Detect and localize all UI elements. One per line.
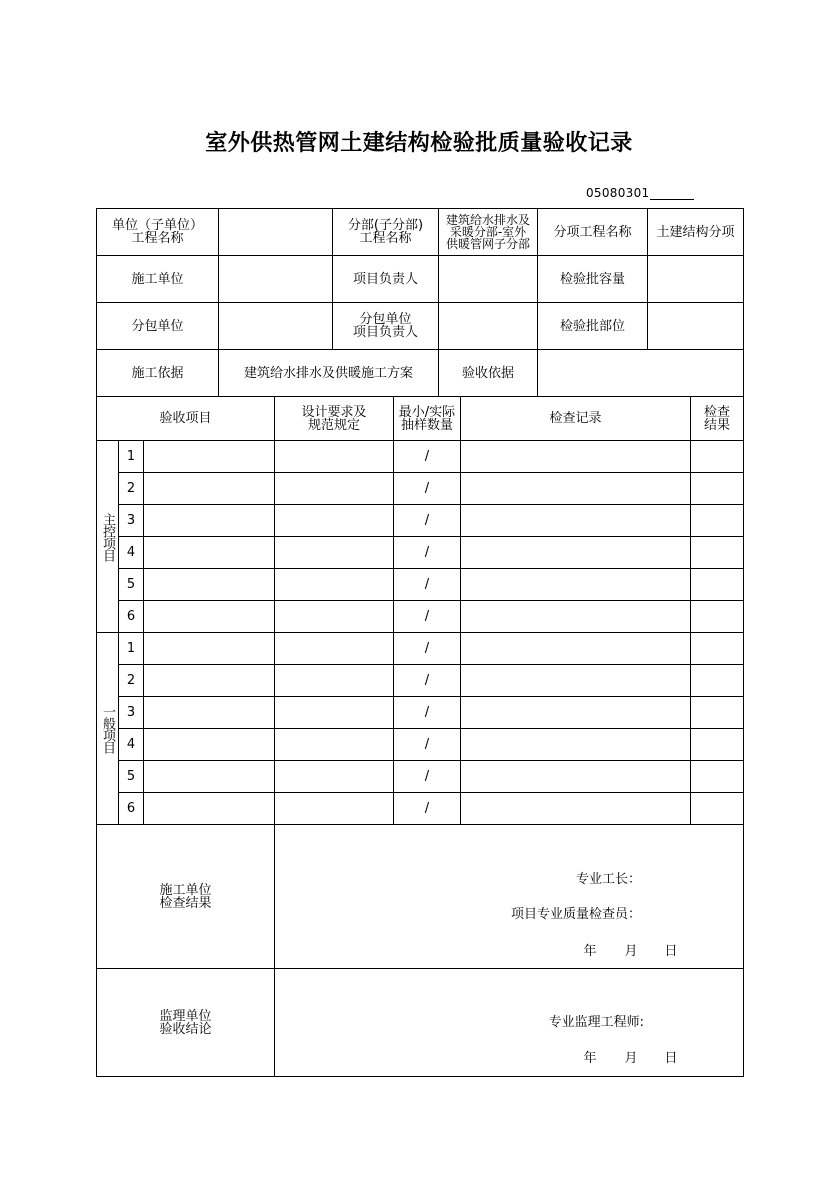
batch-capacity-label: 检验批容量 — [559, 271, 625, 287]
acceptance-basis-label: 验收依据 — [461, 365, 514, 381]
subcontractor-pm-value[interactable] — [439, 303, 537, 349]
row-number: 6 — [126, 801, 136, 816]
column-header-record: 检查记录 — [549, 411, 602, 426]
supervision-conclusion-label: 监理单位 验收结论 — [159, 1008, 212, 1037]
subcontractor-label: 分包单位 — [131, 318, 184, 334]
page-title: 室外供热管网土建结构检验批质量验收记录 — [205, 130, 633, 156]
row-sample-slash: / — [424, 705, 430, 720]
row-number: 5 — [126, 577, 136, 592]
division-name-value: 建筑给水排水及 采暖分部-室外 供暖管网子分部 — [445, 213, 530, 251]
row-number: 3 — [126, 705, 136, 720]
row-number: 2 — [126, 673, 136, 688]
construction-check-label: 施工单位 检查结果 — [159, 882, 212, 911]
construction-date-month: 月 — [624, 943, 638, 959]
row-number: 2 — [126, 481, 136, 496]
unit-name-value[interactable] — [219, 209, 332, 255]
row-number: 5 — [126, 769, 136, 784]
subcontractor-pm-label: 分包单位 项目负责人 — [352, 312, 418, 340]
subitem-name-label: 分项工程名称 — [553, 224, 632, 240]
supervision-engineer-signature-label: 专业监理工程师: — [548, 1014, 644, 1030]
row-number: 6 — [126, 609, 136, 624]
row-number: 1 — [126, 641, 136, 656]
column-header-result: 检查 结果 — [703, 404, 730, 433]
row-number: 3 — [126, 513, 136, 528]
division-name-label: 分部(子分部) 工程名称 — [347, 218, 424, 246]
row-sample-slash: / — [424, 513, 430, 528]
row-sample-slash: / — [424, 737, 430, 752]
construction-date-day: 日 — [664, 943, 678, 959]
foreman-signature-label: 专业工长： — [575, 871, 641, 887]
form-code: 05080301 — [586, 186, 694, 200]
batch-part-label: 检验批部位 — [559, 318, 625, 334]
row-number: 4 — [126, 545, 136, 560]
group-label-main-items: 主控项目 — [100, 512, 115, 561]
row-sample-slash: / — [424, 801, 430, 816]
row-sample-slash: / — [424, 577, 430, 592]
row-number: 4 — [126, 737, 136, 752]
row-number: 1 — [126, 449, 136, 464]
supervision-date-month: 月 — [624, 1050, 638, 1066]
construction-basis-label: 施工依据 — [131, 365, 184, 381]
batch-part-value[interactable] — [648, 303, 743, 349]
project-manager-value[interactable] — [439, 256, 537, 302]
column-header-sample: 最小/实际 抽样数量 — [398, 404, 456, 433]
supervision-date-day: 日 — [664, 1050, 678, 1066]
subcontractor-value[interactable] — [219, 303, 332, 349]
batch-capacity-value[interactable] — [648, 256, 743, 302]
row-sample-slash: / — [424, 641, 430, 656]
construction-date-year: 年 — [583, 943, 597, 959]
supervision-date-year: 年 — [583, 1050, 597, 1066]
unit-name-label: 单位（子单位） 工程名称 — [111, 218, 203, 246]
row-sample-slash: / — [424, 545, 430, 560]
column-header-item: 验收项目 — [159, 411, 212, 426]
row-sample-slash: / — [424, 481, 430, 496]
project-manager-label: 项目负责人 — [352, 271, 418, 287]
row-sample-slash: / — [424, 449, 430, 464]
construction-unit-label: 施工单位 — [131, 271, 184, 287]
row-sample-slash: / — [424, 769, 430, 784]
acceptance-basis-value[interactable] — [538, 350, 743, 396]
row-sample-slash: / — [424, 673, 430, 688]
quality-inspector-signature-label: 项目专业质量检查员： — [510, 906, 641, 922]
construction-basis-value: 建筑给水排水及供暖施工方案 — [243, 365, 413, 381]
construction-unit-value[interactable] — [219, 256, 332, 302]
subitem-name-value: 土建结构分项 — [656, 224, 735, 240]
column-header-design: 设计要求及 规范规定 — [301, 404, 367, 433]
group-label-general-items: 一般项目 — [100, 704, 115, 753]
row-sample-slash: / — [424, 609, 430, 624]
